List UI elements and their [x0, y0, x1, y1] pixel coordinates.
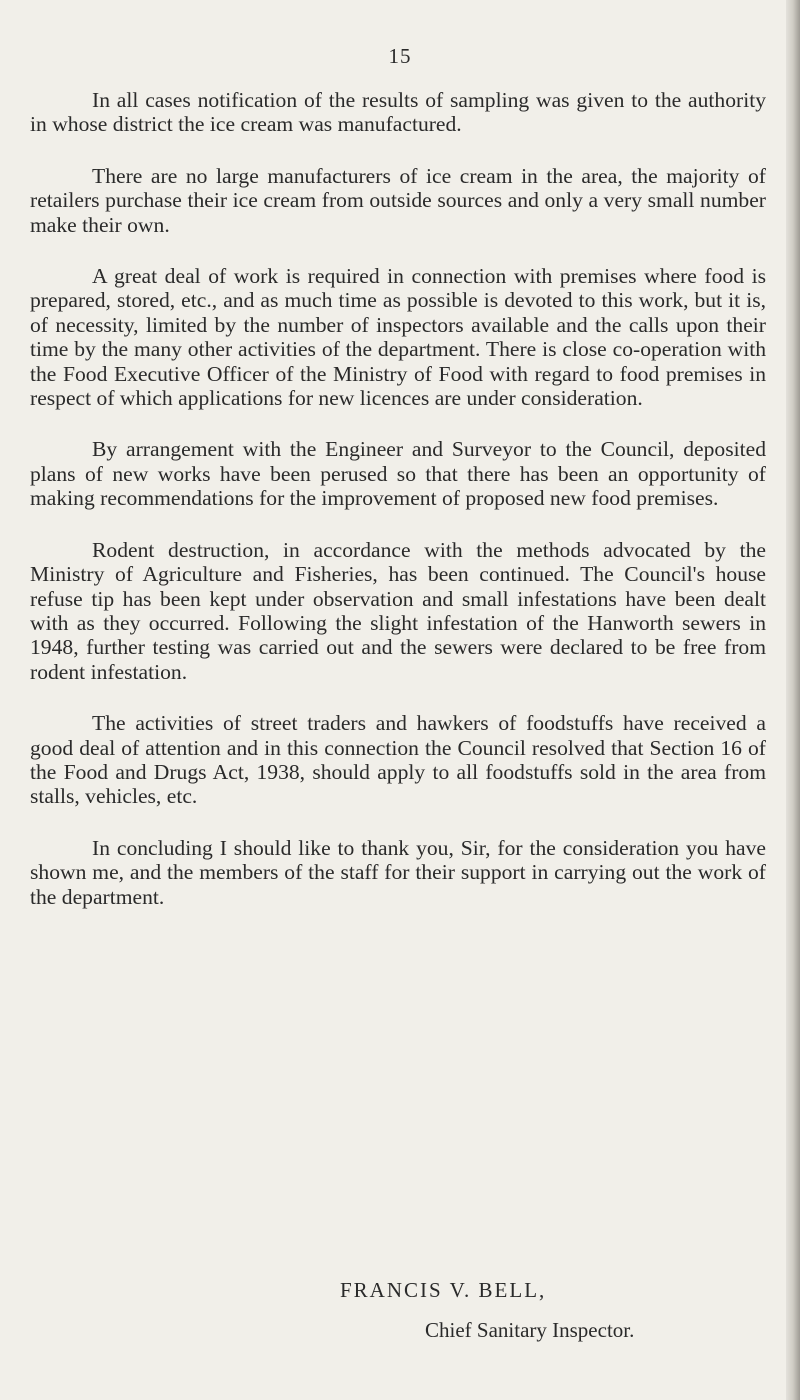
- body-text: [30, 88, 766, 936]
- signature-name: FRANCIS V. BELL,: [340, 1278, 547, 1302]
- paragraph-concluding: In concluding I should like to thank you, Sir, for the consideration you have shown me, and the members of the staff for their support in carrying out the work of the department.: [30, 835, 766, 909]
- signature-title: Chief Sanitary Inspector.: [425, 1318, 635, 1342]
- paragraph-sampling-notification: In all cases notification of the results of sampling was given to the authority in whose district the ice cream was manufactured.: [30, 88, 766, 137]
- page-number: 15: [388, 44, 412, 68]
- paragraph-ice-cream-manufacturers: There are no large manufacturers of ice cream in the area, the majority of retailers purchase their ice cream from outside sources and only a very small number make their own.: [30, 163, 766, 237]
- paragraph-street-traders: The activities of street traders and hawkers of foodstuffs have received a good deal of attention and in this connection the Council resolved that Section 16 of the Food and Drugs Act, 1938, should apply to all foodstuffs sold in the area from stalls, vehicles, etc.: [30, 711, 766, 809]
- page-binding-edge: [786, 0, 800, 1400]
- paragraph-rodent-destruction: Rodent destruction, in accordance with the methods advocated by the Ministry of Agriculture and Fisheries, has been continued. The Council's house refuse tip has been kept under observation and small infestations have been dealt with as they occurred. Following the slight infestation of the Hanworth sewers in 1948, further testing was carried out and the sewers were declared to be free from rodent infestation.: [30, 537, 766, 684]
- paragraph-food-premises: A great deal of work is required in connection with premises where food is prepared, stored, etc., and as much time as possible is devoted to this work, but it is, of necessity, limited by the number of inspectors available and the calls upon their time by the many other activities of the department. There is close co-operation with the Food Executive Officer of the Ministry of Food with regard to food premises in respect of which applications for new licences are under consideration.: [30, 264, 766, 411]
- paragraph-deposited-plans: By arrangement with the Engineer and Surveyor to the Council, deposited plans of new works have been perused so that there has been an opportunity of making recommendations for the improvement of proposed new food premises.: [30, 437, 766, 511]
